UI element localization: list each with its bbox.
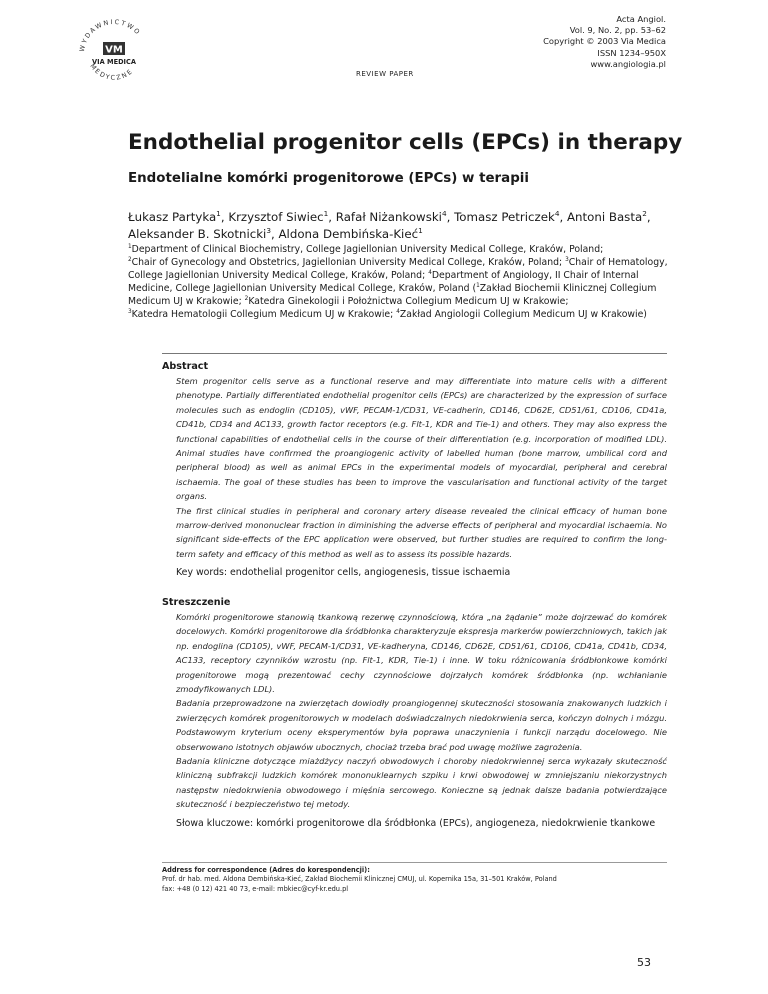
abstract-keywords: Key words: endothelial progenitor cells, angiogenesis, tissue ischaemia — [176, 567, 511, 579]
affiliation-text: Katedra Ginekologii i Położnictwa Collegium Medicum UJ w Krakowie; — [248, 295, 569, 307]
author-separator: , — [446, 210, 455, 224]
article-title: Endothelial progenitor cells (EPCs) in therapy — [128, 130, 683, 155]
author-separator: , — [270, 227, 279, 241]
author-affiliation-mark: 3 — [266, 226, 271, 236]
author-affiliation-mark: 4 — [441, 209, 447, 219]
journal-copyright: Copyright © 2003 Via Medica — [543, 36, 666, 47]
correspondence-address: Prof. dr hab. med. Aldona Dembińska-Kieć, Zakład Biochemii Klinicznej CMUJ, ul. Kopernika 15a, 31–501 Kraków, Poland — [162, 875, 557, 884]
author-name: Antoni Basta — [566, 210, 643, 224]
affiliation-mark: 3 — [565, 256, 569, 263]
svg-text:WYDAWNICTWO: WYDAWNICTWO — [77, 17, 143, 53]
abstract-section — [162, 361, 667, 581]
article-subtitle: Endotelialne komórki progenitorowe (EPCs) w terapii — [128, 171, 529, 186]
abstract-body — [176, 374, 667, 561]
author-separator: , — [559, 210, 567, 224]
author-name: Łukasz Partyka — [128, 210, 217, 224]
abstract-divider — [162, 353, 667, 354]
author-affiliation-mark: 1 — [323, 209, 329, 219]
author-name: Rafał Niżankowski — [335, 210, 442, 224]
author-list — [128, 209, 658, 243]
svg-text:VM: VM — [105, 44, 123, 56]
author-affiliation-mark: 2 — [642, 209, 647, 219]
streszczenie-heading: Streszczenie — [162, 597, 231, 608]
streszczenie-body — [176, 610, 667, 812]
author-affiliation-mark: 1 — [418, 226, 423, 236]
affiliations — [128, 244, 668, 321]
affiliation-mark: 4 — [396, 308, 400, 315]
affiliation-mark: 1 — [476, 282, 480, 289]
author-separator: , — [646, 210, 651, 224]
page-number: 53 — [637, 956, 651, 969]
affiliation-mark: 2 — [128, 256, 132, 263]
journal-volume: Vol. 9, No. 2, pp. 53–62 — [569, 25, 666, 36]
affiliation-mark: 3 — [128, 308, 132, 315]
correspondence-divider — [162, 862, 667, 863]
streszczenie-paragraph: Komórki progenitorowe stanowią tkankową rezerwę czynnościową, która „na żądanie” może dojrzewać do komórek docelowych. Komórki progenitorowe dla śródbłonka charakteryzuje ekspresja markerów powierzchniowych, takich jak np. endoglina (CD105), vWF, PECAM-1/CD31, VE-kadheryna, CD146, CD62E, CD51/61, CD106, CD41a, CD41b, CD34, AC133, receptory czynników wzrostu (np. Flt-1, KDR, Tie-1) i inne. W toku różnicowania śródbłonkowe komórki progenitorowe mogą prezentować cechy czynnościowe dojrzałych komórek śródbłonka (np. wchłanianie zmodyfikowanych LDL). — [176, 612, 667, 695]
author-name: Krzysztof Siwiec — [228, 210, 324, 224]
journal-name: Acta Angiol. — [616, 14, 666, 24]
author-name: Aleksander B. Skotnicki — [128, 227, 267, 241]
affiliation-text: Department of Clinical Biochemistry, College Jagiellonian University Medical College, Kraków, Poland; — [131, 244, 604, 255]
affiliation-text: Katedra Hematologii Collegium Medicum UJ w Krakowie; — [131, 308, 397, 320]
affiliation-text: Chair of Hematology, College Jagiellonian University Medical College, Kraków, Poland; — [128, 256, 668, 281]
journal-issn: ISSN 1234–950X — [597, 47, 666, 58]
affiliation-text: Zakład Angiologii Collegium Medicum UJ w Krakowie) — [399, 308, 647, 320]
svg-text:MEDYCZNE: MEDYCZNE — [88, 62, 135, 82]
streszczenie-section — [162, 597, 667, 831]
affiliation-mark: 2 — [244, 295, 249, 302]
streszczenie-keywords: Słowa kluczowe: komórki progenitorowe dla śródbłonka (EPCs), angiogeneza, niedokrwienie tkankowe — [176, 817, 656, 829]
abstract-heading: Abstract — [162, 361, 209, 372]
affiliation-mark: 4 — [428, 269, 432, 276]
author-separator: , — [220, 210, 229, 224]
correspondence-contact: fax: +48 (0 12) 421 40 73, e-mail: mbkiec@cyf-kr.edu.pl — [162, 884, 349, 893]
publisher-logo — [74, 14, 154, 94]
author-separator: , — [328, 210, 336, 224]
article-type-label: REVIEW PAPER — [356, 70, 414, 78]
author-name: Aldona Dembińska-Kieć — [278, 227, 419, 241]
abstract-paragraph: The first clinical studies in peripheral and coronary artery disease revealed the clinical efficacy of human bone marrow-derived mononuclear fraction in diminishing the adverse effects of peripheral and myocardial ischaemia. No significant side-effects of the EPC application were observed, but further studies are required to confirm the long-term safety and efficacy of this method as well as to assess its possible hazards. — [176, 505, 667, 559]
streszczenie-paragraph: Badania kliniczne dotyczące miażdżycy naczyń obwodowych i choroby niedokrwiennej serca wykazały skuteczność kliniczną subfrakcji ludzkich komórek mononuklearnych szpiku i krwi obwodowej w zmniejszaniu niekorzystnych następstw niedokrwienia obwodowego i mięśnia sercowego. Konieczne są jednak dalsze badania potwierdzające skuteczność i bezpieczeństwo tej metody. — [176, 756, 667, 810]
author-affiliation-mark: 1 — [216, 209, 221, 219]
svg-text:VIA MEDICA: VIA MEDICA — [92, 58, 136, 66]
abstract-paragraph: Stem progenitor cells serve as a functional reserve and may differentiate into mature cells with a different phenotype. Partially differentiated endothelial progenitor cells (EPCs) are characterized by the expression of surface molecules such as endoglin (CD105), vWF, PECAM-1/CD31, VE-cadherin, CD146, CD62E, CD51/61, CD106, CD41a, CD41b, CD34 and AC133, growth factor receptors (e.g. Flt-1, KDR and Tie-1) and others. They may also express the functional capabilities of endothelial cells in the course of their differentiation (e.g. incorporation of modified LDL). Animal studies have confirmed the proangiogenic activity of labelled human (bone marrow, umbilical cord and peripheral blood) as well as animal EPCs in the experimental models of myocardial, peripheral and cerebral ischaemia. The goal of these studies has been to improve the vascularisation and functional activity of the target organs. — [176, 376, 667, 502]
journal-website-link[interactable]: www.angiologia.pl — [590, 58, 666, 69]
streszczenie-paragraph: Badania przeprowadzone na zwierzętach dowiodły proangiogennej skuteczności stosowania znakowanych ludzkich i zwierzęcych komórek progenitorowych w modelach doświadczalnych niedokrwienia serca, kończyn dolnych i mózgu. Podstawowym kryterium oceny eksperymentów była poprawa unaczynienia i funkcji narządu docelowego. Nie obserwowano istotnych objawów ubocznych, chociaż trzeba brać pod uwagę możliwe zagrożenia. — [176, 698, 667, 752]
journal-citation — [543, 14, 666, 70]
affiliation-text: Department of Angiology, II Chair of Internal Medicine, College Jagiellonian University Medical College, Kraków, Poland ( — [128, 269, 639, 294]
correspondence-heading: Address for correspondence (Adres do korespondencji): — [162, 866, 370, 874]
affiliation-mark: 1 — [128, 243, 132, 250]
author-affiliation-mark: 4 — [554, 209, 560, 219]
correspondence-block — [162, 866, 667, 894]
author-name: Tomasz Petriczek — [454, 210, 555, 224]
affiliation-text: Zakład Biochemii Klinicznej Collegium Medicum UJ w Krakowie; — [128, 282, 657, 307]
affiliation-text: Chair of Gynecology and Obstetrics, Jagiellonian University Medical College, Kraków, Poland; — [131, 256, 566, 268]
